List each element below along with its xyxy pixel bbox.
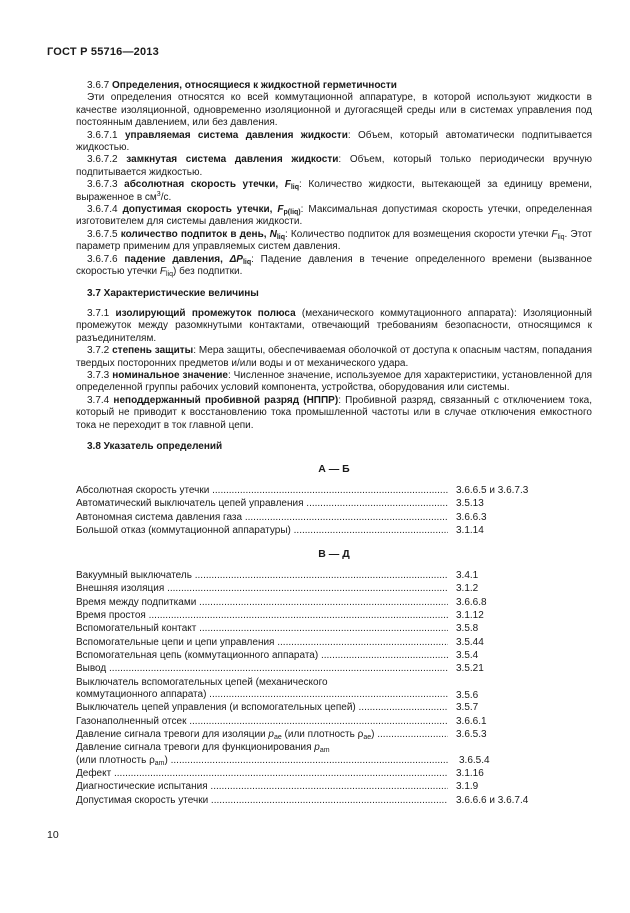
index-row: Дефект ..... 3.1.16 <box>76 768 592 781</box>
index-row: Вывод ..... 3.5.21 <box>76 663 592 676</box>
document-body <box>76 80 592 808</box>
definition-3-6-7-4: 3.6.7.4 допустимая скорость утечки, $F_{p(liq)}$: Максимальная допустимая скорость утечки, определенная изготовителем для системы давления жидкости. <box>76 204 593 228</box>
index-row: Внешняя изоляция ..... 3.1.2 <box>76 583 592 596</box>
definition-3-6-7-1: 3.6.7.1 управляемая система давления жидкости: Объем, который автоматически подпитывается жидкостью. <box>76 129 592 154</box>
section-3-6-7-heading: 3.6.7 Определения, относящиеся к жидкостной герметичности <box>87 80 397 91</box>
index-row: Вспомогательный контакт ..... 3.5.8 <box>76 623 592 636</box>
index-row: Вспомогательные цепи и цепи управления ..... 3.5.44 <box>76 637 592 650</box>
page-number: 10 <box>47 829 59 841</box>
index-row: Время между подпитками ..... 3.6.6.8 <box>76 597 592 610</box>
definition-3-7-1: 3.7.1 изолирующий промежуток полюса (механического коммутационного аппарата): Изоляционный промежуток между разомкнутыми контактами, отвечающий требованиям безопасности, относящимся к разъединителям. <box>76 307 593 344</box>
definition-3-6-7-6: 3.6.7.6 падение давления, $\Delta P_{liq}$: Падение давления в течение определенного времени (вызванное скоростью утечки $F_{liq}$) без подпитки. <box>76 253 593 279</box>
index-group-v-d <box>76 570 592 808</box>
index-row: Диагностические испытания ..... 3.1.9 <box>76 781 592 794</box>
index-group-heading: В — Д <box>318 548 350 561</box>
index-group-a-b <box>76 485 592 539</box>
section-3-7-heading: 3.7 Характеристические величины <box>87 287 259 299</box>
page-header: ГОСТ Р 55716—2013 <box>47 46 159 58</box>
definition-3-7-4: 3.7.4 неподдержанный пробивной разряд (НППР): Пробивной разряд, связанный с отключением тока, который не приводит к восстановлению тока промышленной частоты или в случае отключения емкостного тока не переходит в ток главной цепи. <box>76 394 593 431</box>
index-row: Допустимая скорость утечки ..... 3.6.6.6 и 3.6.7.4 <box>76 795 592 808</box>
definition-3-6-7-3: 3.6.7.3 абсолютная скорость утечки, $F_{liq}$: Количество жидкости, вытекающей за единицу времени, выраженное в $см^3/с$. <box>76 179 592 203</box>
definition-3-6-7-2: 3.6.7.2 замкнутая система давления жидкости: Объем, который только периодически вручную подпитывается жидкостью. <box>76 154 592 178</box>
index-row: Большой отказ (коммутационной аппаратуры) ..... 3.1.14 <box>76 525 592 538</box>
index-row: Давление сигнала тревоги для функционирования $p_{am}$ (или плотность $\rho_{am}$) ..... 3.6.5.4 <box>76 742 592 767</box>
section-3-8-heading: 3.8 Указатель определений <box>87 440 223 452</box>
index-row: Вакуумный выключатель ..... 3.4.1 <box>76 570 592 583</box>
index-row: Выключатель вспомогательных цепей (механического коммутационного аппарата) ..... 3.5.6 <box>76 677 592 702</box>
definition-3-6-7-5: 3.6.7.5 количество подпиток в день, $N_{liq}$: Количество подпиток для возмещения скорости утечки $F_{liq}$. Этот параметр применим для управляемых систем давления. <box>76 228 592 253</box>
index-row: Вспомогательная цепь (коммутационного аппарата) ..... 3.5.4 <box>76 650 592 663</box>
section-3-6-7-intro: Эти определения относятся ко всей коммутационной аппаратуре, в которой используют жидкости в качестве изоляционной, одновременно изоляционной и дугогасящей среды или в системах управления под постоянным давлением, или без давления. <box>76 92 592 129</box>
index-group-heading: А — Б <box>318 463 350 476</box>
index-row: Автоматический выключатель цепей управления ..... 3.5.13 <box>76 498 592 511</box>
index-row: Выключатель цепей управления (и вспомогательных цепей) ..... 3.5.7 <box>76 702 592 715</box>
definition-3-7-2: 3.7.2 степень защиты: Мера защиты, обеспечиваемая оболочкой от доступа к опасным частям, попадания твердых посторонних предметов и/или воды и от механического удара. <box>76 345 593 369</box>
index-row: Абсолютная скорость утечки ..... 3.6.6.5 и 3.6.7.3 <box>76 485 592 498</box>
index-row: Автономная система давления газа ..... 3.6.6.3 <box>76 512 592 525</box>
index-row: Давление сигнала тревоги для изоляции $p_{ae}$ (или плотность $\rho_{ae}$) ..... 3.6.5.3 <box>76 729 592 742</box>
definition-3-7-3: 3.7.3 номинальное значение: Численное значение, используемое для характеристики, установленной для определенной группы рабочих условий компонента, устройства, оборудования или системы. <box>76 369 592 394</box>
index-row: Время простоя ..... 3.1.12 <box>76 610 592 623</box>
index-row: Газонаполненный отсек ..... 3.6.6.1 <box>76 716 592 729</box>
